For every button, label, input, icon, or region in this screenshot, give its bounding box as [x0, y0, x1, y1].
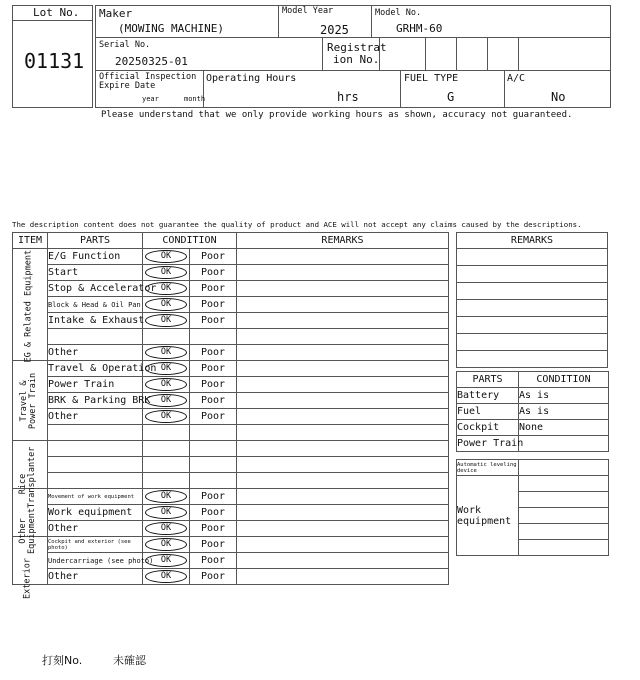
registration-label-2: ion No. — [333, 53, 380, 66]
inspection-label-1: Official Inspection — [99, 72, 197, 82]
parts-header: PARTS — [457, 372, 519, 388]
ok-circle[interactable]: OK — [145, 362, 187, 375]
table-row — [13, 393, 449, 409]
table-row — [13, 441, 449, 457]
poor-option[interactable]: Poor — [190, 361, 237, 377]
table-row — [13, 345, 449, 361]
ok-circle[interactable]: OK — [145, 394, 187, 407]
table-row — [13, 265, 449, 281]
remarks-cell — [237, 553, 449, 569]
remarks-cell — [237, 377, 449, 393]
stamp-no-label: 打刻No. — [42, 654, 83, 667]
table-row — [13, 249, 449, 265]
part-condition: As is — [519, 388, 609, 404]
col-condition-header: CONDITION — [143, 233, 237, 249]
ok-circle[interactable]: OK — [145, 522, 187, 535]
remarks-cell — [237, 265, 449, 281]
table-row — [13, 457, 449, 473]
part-label: Travel & Operation — [48, 361, 143, 377]
ok-circle[interactable]: OK — [145, 314, 187, 327]
poor-option[interactable]: Poor — [190, 521, 237, 537]
ok-circle[interactable]: OK — [145, 506, 187, 519]
poor-option[interactable]: Poor — [190, 537, 237, 553]
table-row — [13, 329, 449, 345]
table-row — [457, 388, 609, 404]
remarks-cell — [237, 505, 449, 521]
table-row — [13, 489, 449, 505]
condition-header: CONDITION — [519, 372, 609, 388]
poor-option[interactable]: Poor — [190, 489, 237, 505]
remarks-cell — [237, 313, 449, 329]
ok-circle[interactable]: OK — [145, 538, 187, 551]
remarks-cell — [237, 521, 449, 537]
part-label: Other — [48, 345, 143, 361]
poor-option[interactable]: Poor — [190, 553, 237, 569]
section-label-rice: Rice Transplanter — [18, 446, 37, 508]
table-row — [13, 313, 449, 329]
fuel-type-value: G — [447, 90, 455, 104]
table-row — [13, 473, 449, 489]
poor-option[interactable]: Poor — [190, 313, 237, 329]
lot-label: Lot No. — [33, 6, 80, 19]
col-item-header: ITEM — [13, 233, 48, 249]
fuel-type-label: FUEL TYPE — [404, 73, 459, 84]
year-label: year — [142, 95, 159, 103]
serial-value: 20250325-01 — [115, 55, 188, 68]
remarks-cell — [237, 249, 449, 265]
part-condition — [519, 436, 609, 452]
ok-circle[interactable]: OK — [145, 490, 187, 503]
part-name: Fuel — [457, 404, 519, 420]
registration-label-1: Registrat — [327, 41, 387, 54]
part-name: Battery — [457, 388, 519, 404]
model-year-value: 2025 — [320, 23, 349, 37]
unconfirmed-label: 未確認 — [113, 654, 146, 667]
model-year-label: Model Year — [282, 6, 334, 16]
table-row — [457, 404, 609, 420]
remarks-cell — [237, 489, 449, 505]
serial-label: Serial No. — [99, 40, 151, 50]
parts-condition-table — [456, 371, 609, 452]
part-label: Undercarriage (see photo) — [48, 553, 143, 569]
part-condition: None — [519, 420, 609, 436]
part-label: Other — [48, 569, 143, 585]
poor-option[interactable]: Poor — [190, 393, 237, 409]
disclaimer: The description content does not guarantee the quality of product and ACE will not accept any claims caused by the descriptions. — [12, 220, 582, 229]
month-label: month — [184, 95, 206, 103]
part-label: Movement of work equipment — [48, 489, 143, 505]
table-row — [13, 297, 449, 313]
right-remarks-table — [456, 232, 608, 368]
table-row — [13, 377, 449, 393]
remarks-cell — [237, 297, 449, 313]
poor-option[interactable]: Poor — [190, 297, 237, 313]
poor-option[interactable]: Poor — [190, 265, 237, 281]
model-no-value: GRHM-60 — [396, 22, 443, 35]
remarks-cell — [237, 409, 449, 425]
table-row — [13, 409, 449, 425]
remarks-cell — [237, 537, 449, 553]
part-label: E/G Function — [48, 249, 143, 265]
part-name: Power Train — [457, 436, 519, 452]
auto-leveling-label: Automatic leveling device — [457, 461, 517, 474]
ok-circle[interactable]: OK — [145, 410, 187, 423]
poor-option[interactable]: Poor — [190, 345, 237, 361]
part-condition: As is — [519, 404, 609, 420]
ok-circle[interactable]: OK — [145, 570, 187, 583]
col-remarks-header: REMARKS — [237, 233, 449, 249]
remarks-cell — [237, 393, 449, 409]
table-row — [457, 420, 609, 436]
part-label: Power Train — [48, 377, 143, 393]
lot-number: 01131 — [24, 49, 85, 73]
part-label: BRK & Parking BRK — [48, 393, 143, 409]
inspection-label-2: Expire Date — [99, 81, 156, 91]
part-label: Other — [48, 409, 143, 425]
part-label: Block & Head & Oil Pan — [48, 297, 143, 313]
part-label: Cockpit and exterior (see photo) — [48, 537, 143, 553]
work-equipment-label: Work equipment — [457, 476, 519, 556]
maker-label: Maker — [99, 7, 133, 20]
ok-circle[interactable]: OK — [145, 266, 187, 279]
poor-option[interactable]: Poor — [190, 281, 237, 297]
remarks-cell — [237, 345, 449, 361]
condition-table — [12, 232, 449, 585]
ok-circle[interactable]: OK — [145, 378, 187, 391]
table-row — [13, 537, 449, 553]
remarks-cell — [237, 281, 449, 297]
ok-circle[interactable]: OK — [145, 554, 187, 567]
part-label: Stop & Accelerator — [48, 281, 143, 297]
hours-notice: Please understand that we only provide working hours as shown, accuracy not guaranteed. — [101, 110, 573, 120]
table-row — [13, 553, 449, 569]
table-row — [457, 436, 609, 452]
table-row — [13, 505, 449, 521]
poor-option[interactable]: Poor — [190, 409, 237, 425]
work-equipment-table — [456, 459, 609, 556]
table-row — [13, 281, 449, 297]
ok-circle[interactable]: OK — [145, 298, 187, 311]
table-row — [13, 361, 449, 377]
poor-option[interactable]: Poor — [190, 569, 237, 585]
part-label: Start — [48, 265, 143, 281]
part-name: Cockpit — [457, 420, 519, 436]
ac-label: A/C — [507, 73, 526, 84]
part-label: Other — [48, 521, 143, 537]
section-label-travel: Travel & Power Train — [19, 372, 38, 430]
operating-hours-label: Operating Hours — [206, 73, 297, 84]
part-label: Intake & Exhaust — [48, 313, 143, 329]
col-parts-header: PARTS — [48, 233, 143, 249]
section-label-eg: EG & Related Equipment — [23, 249, 34, 363]
ok-circle[interactable]: OK — [145, 346, 187, 359]
hours-unit: hrs — [337, 90, 359, 104]
poor-option[interactable]: Poor — [190, 249, 237, 265]
ok-circle[interactable]: OK — [145, 282, 187, 295]
part-label: Work equipment — [48, 505, 143, 521]
ok-circle[interactable]: OK — [145, 250, 187, 263]
remarks-cell — [237, 361, 449, 377]
poor-option[interactable]: Poor — [190, 505, 237, 521]
remarks-cell — [237, 569, 449, 585]
poor-option[interactable]: Poor — [190, 377, 237, 393]
section-label-exterior: Exterior — [22, 558, 33, 599]
table-row — [13, 569, 449, 585]
section-label-other: Other Equipment — [18, 507, 37, 555]
model-no-label: Model No. — [375, 8, 422, 18]
maker-value: (MOWING MACHINE) — [118, 22, 224, 35]
right-remarks-header: REMARKS — [457, 233, 608, 249]
table-row — [13, 521, 449, 537]
table-row — [13, 425, 449, 441]
ac-value: No — [551, 90, 566, 104]
